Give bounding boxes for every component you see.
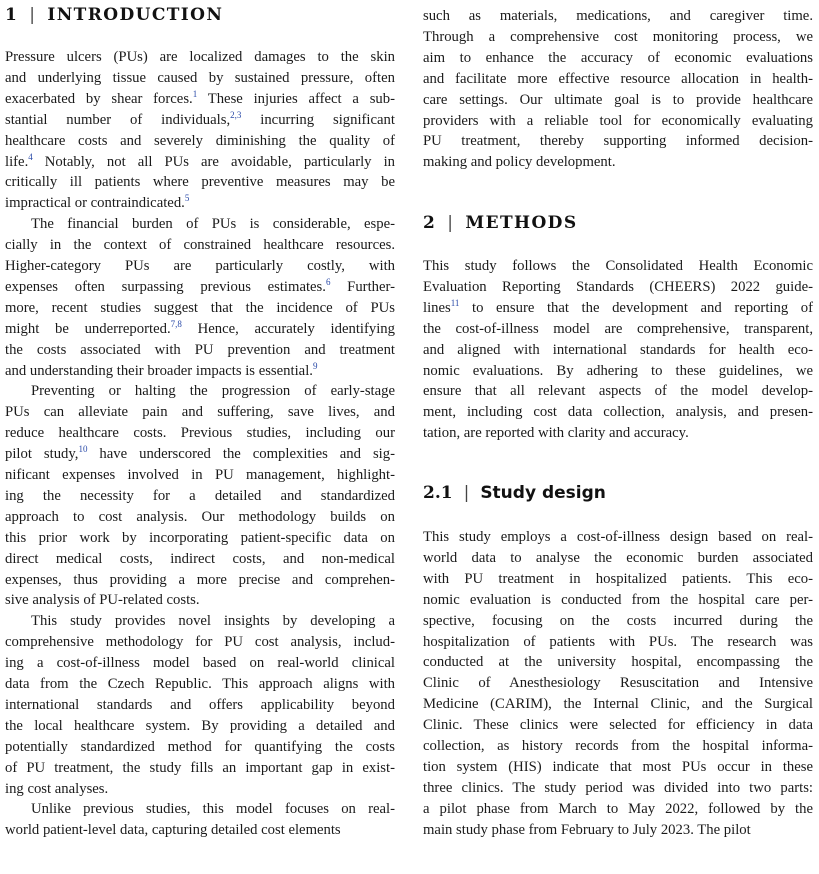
section-title: Study design [480,483,606,503]
text-run: expenses often surpassing previous estimates. [5,278,326,295]
section-heading-methods: 2 | METHODS [423,213,578,233]
section-title: INTRODUCTION [47,5,224,25]
text-line [423,111,813,131]
text-run: providers with a reliable tool for economically evaluating [423,112,813,129]
text-run: nificant expenses involved in PU management, highlight- [5,467,395,483]
text-run: comprehensive methodology for PU cost analysis, includ- [5,634,395,651]
text-line [5,89,395,109]
text-line [423,736,813,756]
text-run: PU treatment, thereby supporting informed decision- [423,133,813,150]
text-line [5,570,395,590]
text-line [423,569,813,589]
text-run: Through a comprehensive cost monitoring process, we [423,28,813,45]
text-line [5,737,395,757]
text-line [5,340,395,360]
text-run: cially in the context of constrained healthcare resources. [5,237,395,254]
citation-superscript: 5 [184,193,190,204]
citation-superscript: 11 [450,297,460,308]
text-line [423,27,813,47]
section-number: 2.1 [423,483,453,503]
text-run: pilot study, [5,446,79,463]
text-line [423,256,813,276]
text-run: ing the necessity for a detailed and standardized [5,487,395,504]
text-line [5,319,395,339]
citation-superscript: 7,8 [170,318,182,329]
text-run: ensure that all relevant aspects of the model develop- [423,383,813,400]
text-line [423,694,813,714]
text-line [5,444,395,464]
text-run: Further- [330,278,395,295]
text-run: nomic evaluation is conducted from the hospital care per- [423,591,813,608]
text-run: incurring significant [241,111,395,128]
text-line [5,486,395,506]
section-number: 2 [423,213,437,233]
text-run: hospitalization of patients with PUs. The research was [423,633,813,650]
text-line [5,528,395,548]
text-run: Clinic. These clinics were selected for efficiency in data [423,717,813,734]
text-run: with PU treatment in hospitalized patients. This eco- [423,570,813,587]
text-run: making and policy development. [423,154,616,171]
text-run: world data to analyse the economic burden associated [423,549,813,566]
citation-superscript: 2,3 [230,109,242,120]
text-line [5,632,395,652]
text-line [423,131,813,151]
text-run: ing a cost-of-illness model based on real-world clinical [5,655,395,672]
text-run: the cost-of-illness model are comprehensive, transparent, [423,320,813,337]
text-line [5,381,395,401]
text-run: and aligned with international standards for health eco- [423,341,813,358]
text-run: to ensure that the development and reporting of [459,299,813,316]
text-run: The financial burden of PUs is considerable, espe- [31,216,395,233]
text-line [423,381,813,401]
text-run: stantial number of individuals, [5,111,231,128]
text-line [423,48,813,68]
text-line [5,653,395,673]
text-run: this prior work by incorporating patient-specific data on [5,529,395,546]
text-line [5,277,395,297]
text-line [5,131,395,151]
text-line [423,319,813,339]
text-run: main study phase from February to July 2023. The pilot [423,821,751,838]
text-line [423,715,813,735]
text-run: direct medical costs, indirect costs, and non-medical [5,550,395,567]
text-line [5,298,395,318]
text-line [5,590,395,610]
text-run: a pilot phase from March to May 2022, followed by the [423,800,813,817]
citation-superscript: 1 [192,88,198,99]
text-line [5,256,395,276]
text-line [423,402,813,422]
text-line [423,423,813,443]
text-run: Hence, accurately identifying [181,320,395,337]
text-line [423,69,813,89]
text-line [5,152,395,172]
text-line [423,90,813,110]
text-line [5,611,395,631]
text-line [5,402,395,422]
text-line [5,799,395,819]
text-line [423,340,813,360]
text-line [423,632,813,652]
text-line [423,778,813,798]
section-heading-introduction: 1 | INTRODUCTION [5,5,224,25]
text-run: ment, including cost data collection, analysis, and presen- [423,404,813,421]
text-line [5,507,395,527]
text-line [423,548,813,568]
text-line [5,214,395,234]
text-run: world patient-level data, capturing detailed cost elements [5,822,341,839]
text-run: and underlying tissue caused by sustained pressure, often [5,69,395,86]
text-line [423,361,813,381]
text-line [5,193,395,213]
citation-superscript: 4 [28,151,33,162]
text-run: such as materials, medications, and caregiver time. [423,8,813,24]
text-line [5,172,395,192]
text-line [5,235,395,255]
text-line [423,652,813,672]
citation-superscript: 6 [325,276,331,287]
text-run: tation, are reported with clarity and accuracy. [423,425,689,442]
citation-superscript: 10 [78,444,88,455]
text-line [423,277,813,297]
text-run: critically ill patients where preventive measures may be [5,174,395,191]
text-line [423,673,813,693]
text-line [5,758,395,778]
text-run: This study provides novel insights by developing a [31,613,395,630]
text-run: Notably, not all PUs are avoidable, particularly in [32,153,395,170]
text-line [5,465,395,485]
text-run: Clinic of Anesthesiology Resuscitation and Intensive [423,675,813,692]
text-line [5,110,395,130]
text-run: aim to enhance the accuracy of economic evaluations [423,49,813,66]
text-run: exacerbated by shear forces. [5,90,193,107]
text-run: have underscored the complexities and sig- [87,446,395,463]
text-line [5,361,395,381]
text-line [5,695,395,715]
text-run: of PU treatment, the study fills an important gap in exist- [5,759,395,776]
text-line [423,527,813,547]
text-run: nomic evaluations. By adhering to these guidelines, we [423,362,813,379]
text-line [5,674,395,694]
text-run: and facilitate more effective resource allocation in health- [423,70,813,87]
text-line [5,549,395,569]
text-run: This study employs a cost-of-illness design based on real- [423,529,813,545]
text-run: Preventing or halting the progression of early-stage [31,383,395,400]
text-run: international standards and offers applicability beyond [5,696,395,713]
text-run: Unlike previous studies, this model focuses on real- [31,801,395,818]
text-run: conducted at the university hospital, encompassing the [423,654,813,671]
text-run: This study follows the Consolidated Health Economic [423,258,813,274]
text-run: potentially standardized method for quantifying the costs [5,738,395,755]
text-run: Evaluation Reporting Standards (CHEERS) 2022 guide- [423,278,813,295]
text-run: spective, focusing on the costs incurred during the [423,612,813,629]
text-run: the costs associated with PU prevention and treatment [5,341,395,358]
text-line [423,298,813,318]
text-run: expenses, thus providing a more precise and comprehen- [5,571,395,588]
citation-superscript: 9 [312,360,318,371]
text-run: impractical or contraindicated. [5,195,185,212]
subsection-heading-study-design: 2.1 | Study design [423,483,606,503]
text-line [5,423,395,443]
text-run: the local healthcare system. By providing a detailed and [5,717,395,734]
text-run: Higher-category PUs are particularly costly, with [5,258,395,274]
text-run: and understanding their broader impacts is essential. [5,362,313,379]
text-line [423,757,813,777]
text-run: ing cost analyses. [5,780,109,797]
text-line [5,47,395,67]
text-run: tion system (HIS) indicate that most PUs occur in these [423,758,813,775]
text-run: sive analysis of PU-related costs. [5,592,200,609]
text-run: care settings. Our ultimate goal is to provide healthcare [423,91,813,108]
text-run: Pressure ulcers (PUs) are localized damages to the skin [5,49,395,65]
section-title: METHODS [465,213,578,233]
text-run: life. [5,153,29,170]
text-line [423,152,813,172]
text-line [5,779,395,799]
text-line [5,68,395,88]
text-run: three clinics. The study period was divided into two parts: [423,779,813,796]
text-run: reduce healthcare costs. Previous studies, including our [5,425,395,442]
text-line [423,820,813,840]
text-run: collection, as history records from the hospital informa- [423,738,813,754]
section-number: 1 [5,5,19,25]
text-run: might be underreported. [5,320,171,337]
text-run: PUs can alleviate pain and suffering, save lives, and [5,404,395,421]
text-run: lines [423,299,451,316]
text-line [5,820,395,840]
text-run: Medicine (CARIM), the Internal Clinic, and the Surgical [423,696,813,713]
text-run: healthcare costs and severely diminishing the quality of [5,132,395,149]
text-run: approach to cost analysis. Our methodology builds on [5,508,395,525]
text-line [423,6,813,26]
text-run: more, recent studies suggest that the incidence of PUs [5,299,395,316]
text-line [423,590,813,610]
text-line [5,716,395,736]
text-line [423,799,813,819]
text-run: These injuries affect a sub- [197,90,395,107]
text-run: data from the Czech Republic. This approach aligns with [5,676,395,692]
text-line [423,611,813,631]
